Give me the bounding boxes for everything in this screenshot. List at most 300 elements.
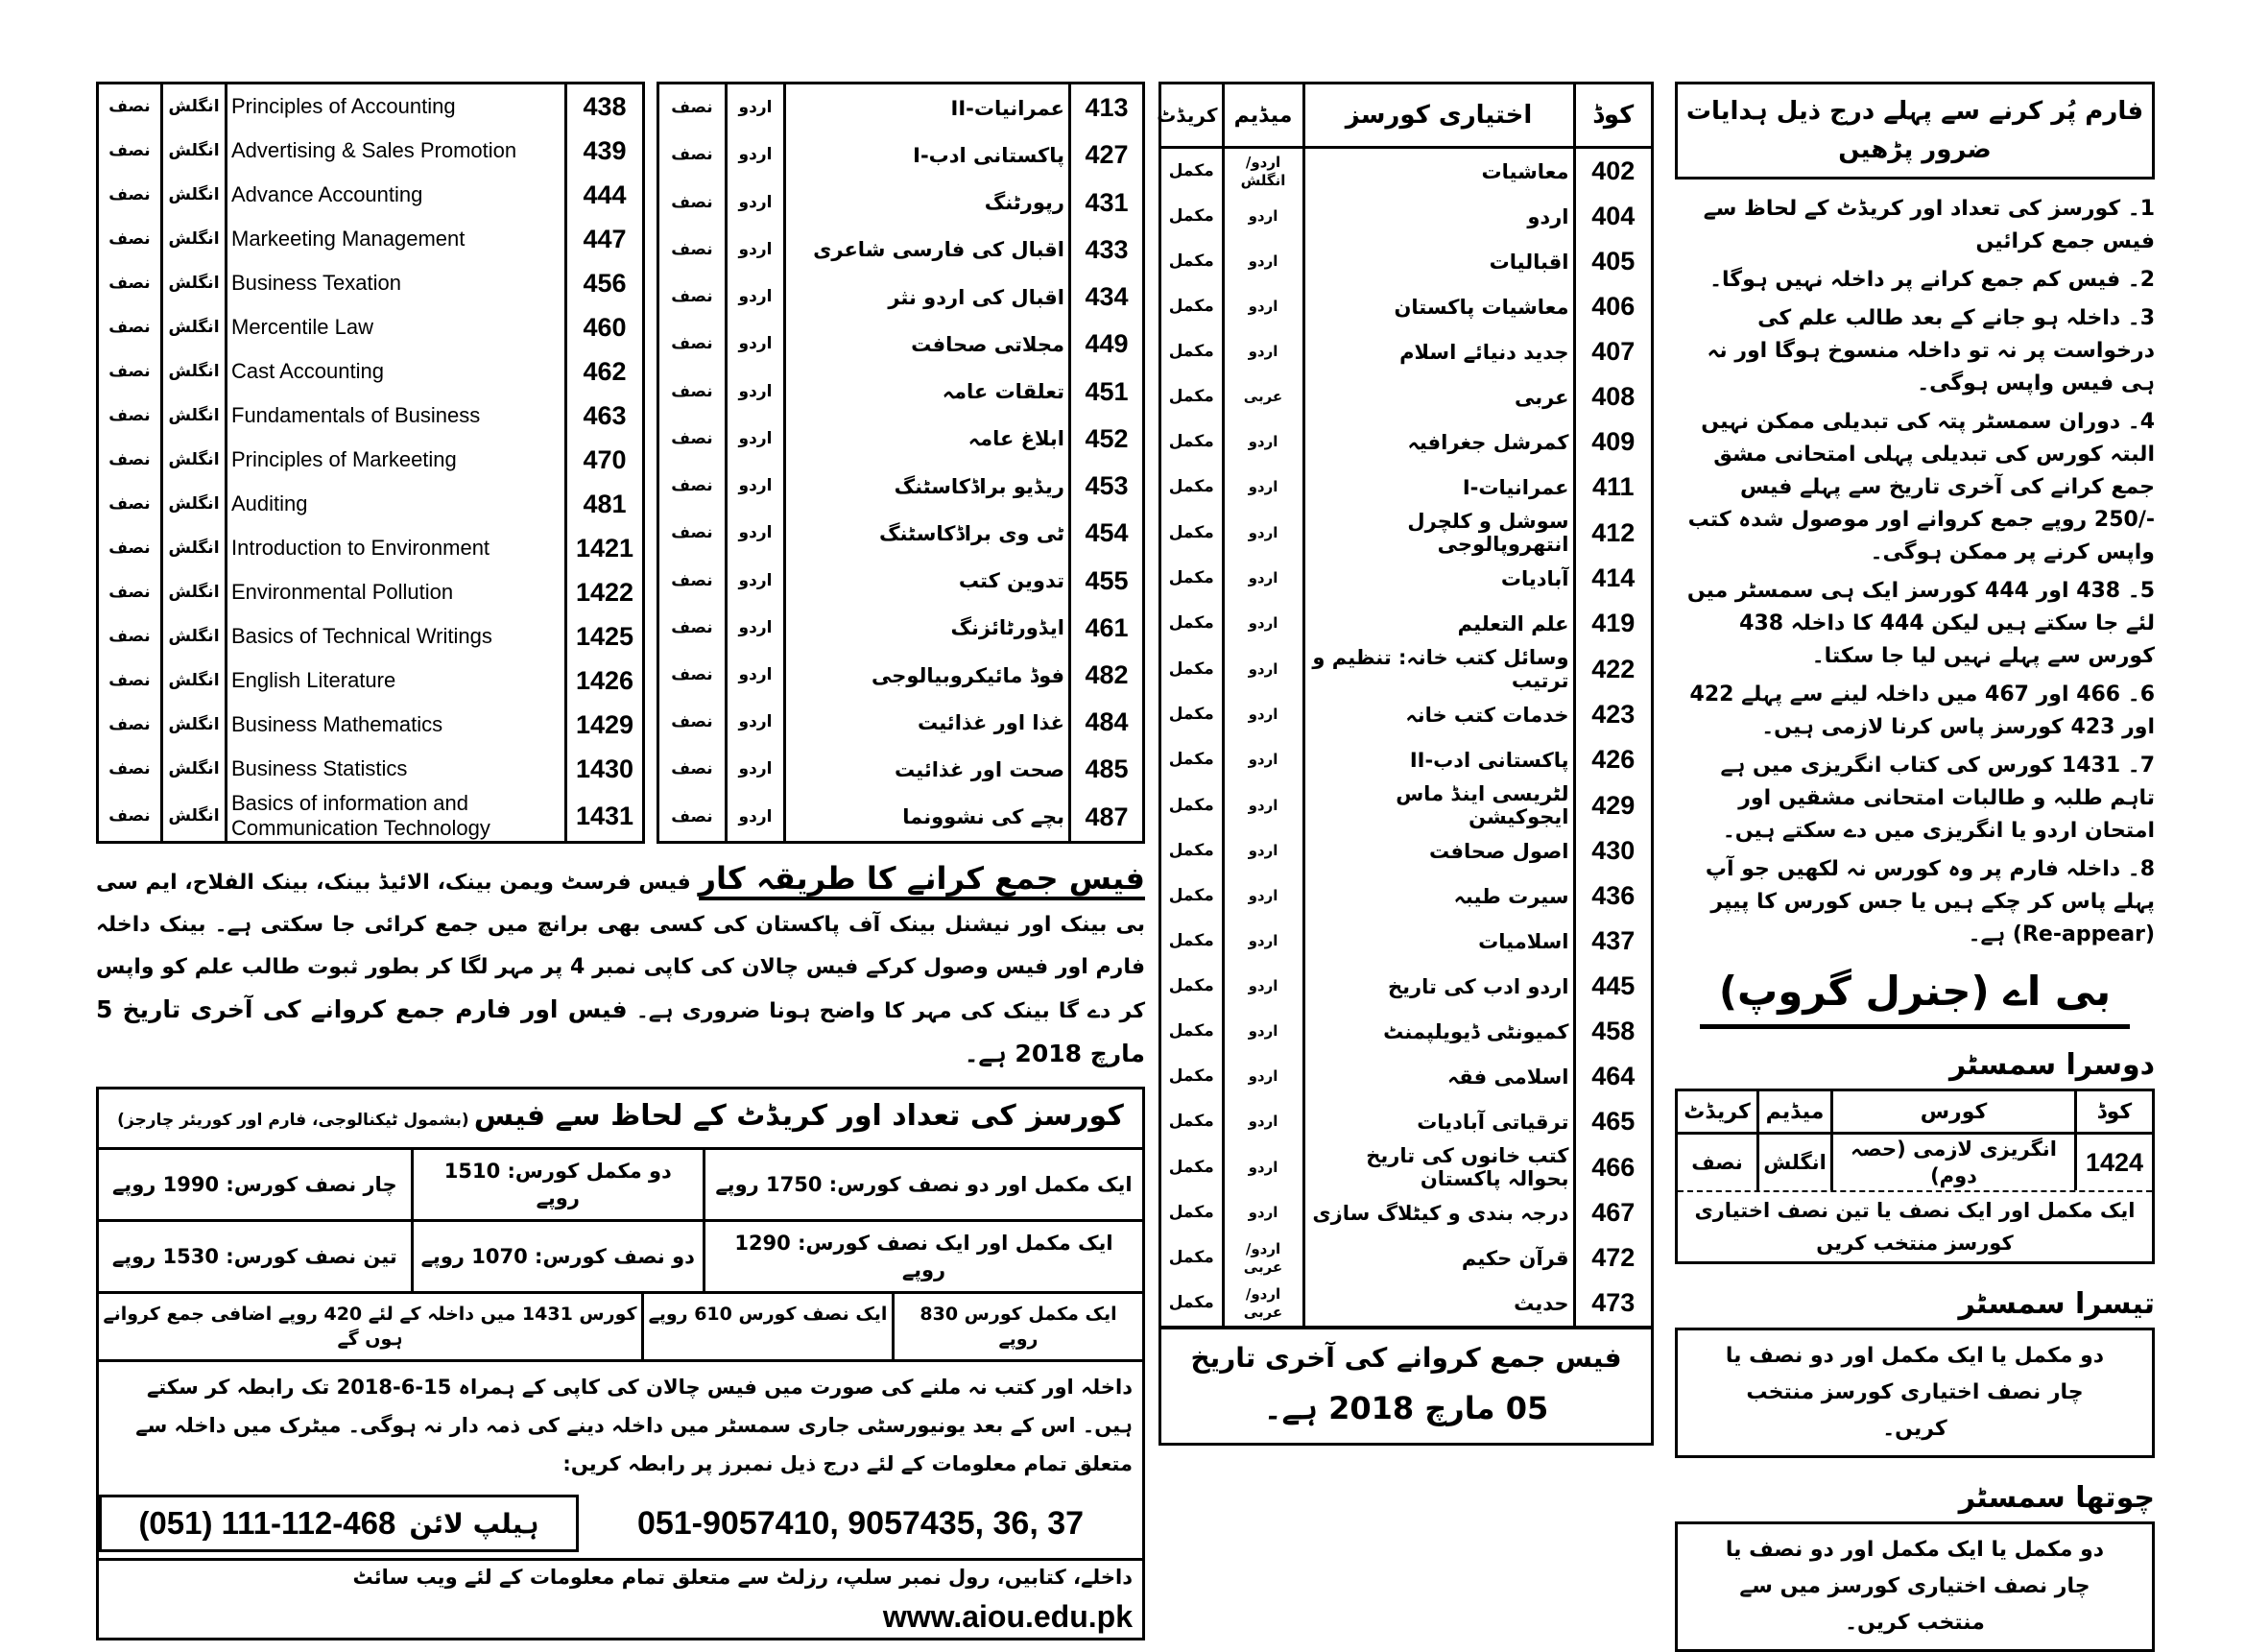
semester2-header-row (1678, 1091, 2152, 1134)
helpline-box (99, 1495, 579, 1552)
course-code: 456 (566, 261, 644, 305)
course-row (98, 129, 644, 173)
course-code: 444 (566, 173, 644, 217)
course-medium: اردو (1223, 465, 1303, 510)
header-credit: کریڈٹ (1161, 84, 1223, 148)
course-credit: نصف (658, 132, 727, 179)
course-row (98, 349, 644, 394)
course-medium: اردو (727, 557, 785, 604)
course-row (98, 658, 644, 703)
course-title: Principles of Markeeting (227, 438, 566, 482)
course-title: سیرت طیبہ (1303, 874, 1574, 919)
course-code: 482 (1070, 652, 1144, 699)
course-row (1161, 419, 1651, 465)
course-row (658, 321, 1144, 368)
course-title: غذا اور غذائیت (785, 699, 1070, 746)
course-row (1161, 1144, 1651, 1190)
course-row (98, 614, 644, 658)
instruction-item: 6۔ 466 اور 467 میں داخلہ لینے سے پہلے 422 اور 423 کورسز پاس کرنا لازمی ہیں۔ (1689, 682, 2155, 739)
course-title: درجہ بندی و کیٹلاگ سازی (1303, 1190, 1574, 1235)
website-text: داخلے، کتابیں، رول نمبر سلپ، رزلٹ سے متعلق تمام معلومات کے لئے ویب سائٹ (352, 1566, 1133, 1589)
course-credit: مکمل (1161, 419, 1223, 465)
semester2-note: ایک مکمل اور ایک نصف یا تین نصف اختیاری کورسز منتخب کریں (1678, 1190, 2152, 1261)
course-code: 414 (1574, 556, 1651, 601)
course-title: اقبالیات (1303, 239, 1574, 284)
fee-row-3 (99, 1294, 1142, 1362)
course-title: ترقیاتی آبادیات (1303, 1099, 1574, 1144)
course-credit: مکمل (1161, 692, 1223, 737)
course-code: 473 (1574, 1281, 1651, 1326)
fee-cell: دو مکمل کورس: 1510 روپے (412, 1150, 704, 1221)
course-medium: اردو (727, 794, 785, 843)
course-row (1161, 1009, 1651, 1054)
fee-deadline: فیس اور فارم جمع کروانے کی آخری تاریخ 5 مارچ 2018 ہے۔ (96, 995, 1145, 1067)
course-credit: نصف (658, 557, 727, 604)
phone-row (99, 1489, 1142, 1558)
course-credit: مکمل (1161, 1190, 1223, 1235)
course-title: اقبال کی فارسی شاعری (785, 227, 1070, 274)
course-row (1161, 1054, 1651, 1099)
course-code: 485 (1070, 746, 1144, 793)
course-row (98, 84, 644, 130)
course-credit: نصف (658, 321, 727, 368)
elective-courses-section (1158, 82, 1654, 1446)
course-credit: نصف (658, 605, 727, 652)
course-code: 451 (1070, 369, 1144, 416)
course-title: Business Statistics (227, 747, 566, 791)
course-code: 413 (1070, 84, 1144, 132)
course-row (658, 699, 1144, 746)
course-medium: انگلش (162, 261, 227, 305)
deadline-line-2: 05 مارچ 2018 ہے۔ (1263, 1390, 1549, 1426)
course-credit: نصف (98, 614, 162, 658)
course-credit: مکمل (1161, 828, 1223, 874)
header-credit: کریڈٹ (1678, 1091, 1758, 1134)
course-row (658, 557, 1144, 604)
course-medium: اردو (1223, 1009, 1303, 1054)
course-code: 405 (1574, 239, 1651, 284)
course-code: 487 (1070, 794, 1144, 843)
course-medium: انگلش (162, 482, 227, 526)
fee-cell: ایک مکمل اور ایک نصف کورس: 1290 روپے (704, 1221, 1142, 1293)
course-code: 1429 (566, 703, 644, 747)
course-title: عمرانیات-I (1303, 465, 1574, 510)
course-row (98, 570, 644, 614)
course-credit: نصف (98, 526, 162, 570)
website-link[interactable]: www.aiou.edu.pk (882, 1599, 1133, 1634)
header-course: اختیاری کورسز (1303, 84, 1574, 148)
course-row (98, 791, 644, 843)
course-medium: اردو (1223, 964, 1303, 1009)
course-title: Business Texation (227, 261, 566, 305)
course-medium: انگلش (162, 703, 227, 747)
course-row (98, 261, 644, 305)
course-medium: عربی (1223, 374, 1303, 419)
course-code: 429 (1574, 782, 1651, 828)
course-code: 453 (1070, 463, 1144, 510)
course-credit: مکمل (1161, 374, 1223, 419)
course-credit: نصف (98, 349, 162, 394)
instruction-item: 7۔ 1431 کورس کی کتاب انگریزی میں ہے تاہم طلبہ و طالبات امتحانی مشقیں اور امتحان اردو یا انگریزی میں دے سکتے ہیں۔ (1720, 754, 2155, 843)
fee-table (96, 1087, 1145, 1640)
course-medium: اردو (1223, 1144, 1303, 1190)
fee-cell: دو نصف کورس: 1070 روپے (412, 1221, 704, 1293)
course-credit: نصف (98, 261, 162, 305)
course-row (1161, 737, 1651, 782)
course-row (658, 369, 1144, 416)
course-credit: نصف (658, 746, 727, 793)
phone-numbers: 051-9057410, 9057435, 36, 37 (636, 1505, 1085, 1542)
course-title: خدمات کتب خانہ (1303, 692, 1574, 737)
course-row (658, 794, 1144, 843)
course-medium: اردو (1223, 284, 1303, 329)
course-title: Advertising & Sales Promotion (227, 129, 566, 173)
course-title: کمیونٹی ڈیویلپمنٹ (1303, 1009, 1574, 1054)
course-row (1161, 465, 1651, 510)
course-credit: مکمل (1161, 510, 1223, 556)
course-title: عربی (1303, 374, 1574, 419)
fee-procedure-heading: فیس جمع کرانے کا طریقہ کار (699, 860, 1145, 900)
course-row (98, 482, 644, 526)
course-medium: اردو (1223, 329, 1303, 374)
course-credit: نصف (98, 482, 162, 526)
course-credit: نصف (658, 180, 727, 227)
course-title: اسلامیات (1303, 919, 1574, 964)
course-row (1161, 601, 1651, 646)
course-title: ریڈیو براڈکاسٹنگ (785, 463, 1070, 510)
course-title: Markeeting Management (227, 217, 566, 261)
fee-procedure (96, 857, 1145, 1077)
course-medium: اردو (1223, 737, 1303, 782)
course-title: Environmental Pollution (227, 570, 566, 614)
course-credit: نصف (98, 791, 162, 843)
course-title: معاشیات (1303, 148, 1574, 195)
instruction-item: 2۔ فیس کم جمع کرانے پر داخلہ نہیں ہوگا۔ (1709, 268, 2155, 292)
course-row (1161, 646, 1651, 692)
course-credit: نصف (658, 274, 727, 321)
semester4-note: دو مکمل یا ایک مکمل اور دو نصف یا چار نصف اختیاری کورسز میں سے منتخب کریں۔ (1675, 1521, 2155, 1652)
course-code: 1421 (566, 526, 644, 570)
website-row (99, 1558, 1142, 1638)
course-row (98, 394, 644, 438)
left-column (96, 82, 1145, 1640)
course-medium: اردو (1223, 194, 1303, 239)
semester2-grid (1678, 1091, 2152, 1190)
course-row (1161, 782, 1651, 828)
course-code: 407 (1574, 329, 1651, 374)
course-title: Advance Accounting (227, 173, 566, 217)
course-medium: اردو (727, 746, 785, 793)
course-title: Mercentile Law (227, 305, 566, 349)
urdu-half-courses-table (657, 82, 1145, 844)
course-title: مجلاتی صحافت (785, 321, 1070, 368)
course-credit: مکمل (1161, 1099, 1223, 1144)
course-row (1161, 510, 1651, 556)
course-title: رپورٹنگ (785, 180, 1070, 227)
fee-cell: کورس 1431 میں داخلہ کے لئے 420 روپے اضافی جمع کروانے ہوں گے (103, 1304, 637, 1350)
course-credit: نصف (98, 394, 162, 438)
course-code: 437 (1574, 919, 1651, 964)
course-title: Cast Accounting (227, 349, 566, 394)
course-medium: انگلش (162, 129, 227, 173)
course-credit: نصف (98, 658, 162, 703)
course-medium: اردو (727, 463, 785, 510)
course-row (1161, 1099, 1651, 1144)
course-medium: اردو (1223, 556, 1303, 601)
course-row (98, 305, 644, 349)
right-column (1675, 82, 2155, 1652)
course-medium: اردو (1223, 646, 1303, 692)
course-medium: انگلش (162, 349, 227, 394)
course-credit: نصف (98, 747, 162, 791)
course-code: 464 (1574, 1054, 1651, 1099)
course-row (658, 746, 1144, 793)
course-code: 436 (1574, 874, 1651, 919)
course-title: کمرشل جغرافیہ (1303, 419, 1574, 465)
course-medium: اردو (1223, 782, 1303, 828)
course-medium: انگلش (162, 394, 227, 438)
course-credit: مکمل (1161, 148, 1223, 195)
course-code: 404 (1574, 194, 1651, 239)
course-credit: نصف (98, 173, 162, 217)
helpline-number: (051) 111-112-468 (138, 1505, 396, 1541)
course-row (658, 463, 1144, 510)
course-credit: نصف (98, 703, 162, 747)
header-course: کورس (1832, 1091, 2076, 1134)
course-credit: مکمل (1161, 1144, 1223, 1190)
course-row (658, 416, 1144, 463)
instruction-item: 4۔ دوران سمسٹر پتہ کی تبدیلی ممکن نہیں البتہ کورس کی تبدیلی پہلی امتحانی مشق جمع کرانے کی آخری تاریخ سے پہلے فیس -/250 روپے جمع کروانے اور موصول شدہ کتب واپس کرنے پر ممکن ہوگی۔ (1687, 410, 2155, 564)
course-medium: اردو (727, 84, 785, 132)
instruction-item: 5۔ 438 اور 444 کورسز ایک ہی سمسٹر میں لئے جا سکتے ہیں لیکن 444 کا داخلہ 438 کورس سے پہلے نہیں لیا جا سکتا۔ (1686, 579, 2155, 668)
course-medium: اردو (727, 605, 785, 652)
course-medium: انگلش (1758, 1134, 1832, 1191)
semester4-heading: چوتھا سمسٹر (1958, 1481, 2155, 1515)
course-medium: اردو/عربی (1223, 1281, 1303, 1326)
course-credit: مکمل (1161, 1281, 1223, 1326)
course-code: 406 (1574, 284, 1651, 329)
course-credit: نصف (98, 305, 162, 349)
course-code: 408 (1574, 374, 1651, 419)
course-credit: نصف (1691, 1151, 1743, 1174)
course-row (1161, 964, 1651, 1009)
course-medium: انگلش (162, 173, 227, 217)
course-code: 467 (1574, 1190, 1651, 1235)
course-credit: مکمل (1161, 465, 1223, 510)
fee-grid (99, 1150, 1142, 1294)
course-medium: اردو (727, 274, 785, 321)
course-credit: نصف (98, 217, 162, 261)
course-title: اصول صحافت (1303, 828, 1574, 874)
course-title: انگریزی لازمی (حصہ دوم) (1832, 1134, 2076, 1191)
program-title-wrap (1675, 965, 2155, 1029)
header-code: کوڈ (2076, 1091, 2153, 1134)
course-credit: مکمل (1161, 556, 1223, 601)
course-title: Business Mathematics (227, 703, 566, 747)
course-medium: اردو (727, 652, 785, 699)
course-title: جدید دنیائے اسلام (1303, 329, 1574, 374)
course-code: 458 (1574, 1009, 1651, 1054)
course-row (658, 180, 1144, 227)
course-row (1161, 919, 1651, 964)
course-code: 419 (1574, 601, 1651, 646)
course-medium: انگلش (162, 438, 227, 482)
course-code: 481 (566, 482, 644, 526)
course-title: ایڈورٹائزنگ (785, 605, 1070, 652)
course-credit: مکمل (1161, 737, 1223, 782)
course-title: وسائل کتب خانہ: تنظیم و ترتیب (1303, 646, 1574, 692)
course-title: ابلاغ عامہ (785, 416, 1070, 463)
course-credit: نصف (98, 84, 162, 130)
course-credit: مکمل (1161, 601, 1223, 646)
english-courses-table (96, 82, 645, 844)
course-code: 466 (1574, 1144, 1651, 1190)
course-code: 422 (1574, 646, 1651, 692)
course-row (658, 652, 1144, 699)
course-title: Fundamentals of Business (227, 394, 566, 438)
fee-table-title-row (99, 1089, 1142, 1150)
course-row (98, 173, 644, 217)
fee-cell: ایک مکمل اور دو نصف کورس: 1750 روپے (704, 1150, 1142, 1221)
course-row (658, 132, 1144, 179)
course-title: اردو ادب کی تاریخ (1303, 964, 1574, 1009)
course-code: 1426 (566, 658, 644, 703)
course-code: 1424 (2076, 1134, 2153, 1191)
helpline-label: ہیلپ لائن (409, 1507, 539, 1540)
course-row (658, 510, 1144, 557)
course-medium: اردو (727, 180, 785, 227)
semester2-row (1678, 1134, 2152, 1191)
elective-table (1157, 84, 1651, 1326)
course-code: 470 (566, 438, 644, 482)
course-credit: نصف (98, 438, 162, 482)
course-row (658, 227, 1144, 274)
course-row (1161, 194, 1651, 239)
course-credit: مکمل (1161, 194, 1223, 239)
course-title: عمرانیات-II (785, 84, 1070, 132)
course-medium: اردو (727, 132, 785, 179)
course-code: 439 (566, 129, 644, 173)
course-code: 402 (1574, 148, 1651, 195)
course-code: 465 (1574, 1099, 1651, 1144)
course-credit: نصف (98, 129, 162, 173)
course-title: تدوین کتب (785, 557, 1070, 604)
elective-header-row (1161, 84, 1651, 148)
course-credit: مکمل (1161, 329, 1223, 374)
course-title: اقبال کی اردو نثر (785, 274, 1070, 321)
course-credit: مکمل (1161, 782, 1223, 828)
course-code: 412 (1574, 510, 1651, 556)
course-credit: مکمل (1161, 646, 1223, 692)
fee-cell: چار نصف کورس: 1990 روپے (99, 1150, 412, 1221)
course-credit: نصف (658, 84, 727, 132)
course-medium: انگلش (162, 305, 227, 349)
course-code: 445 (1574, 964, 1651, 1009)
course-medium: انگلش (162, 217, 227, 261)
fee-cell: ایک نصف کورس 610 روپے (641, 1294, 892, 1359)
course-title: پاکستانی ادب-II (1303, 737, 1574, 782)
course-row (658, 605, 1144, 652)
course-row (1161, 1281, 1651, 1326)
course-title: سوشل و کلچرل انتھروپالوجی (1303, 510, 1574, 556)
fee-row (99, 1221, 1142, 1293)
fee-cell: تین نصف کورس: 1530 روپے (99, 1221, 412, 1293)
course-code: 484 (1070, 699, 1144, 746)
course-medium: اردو (727, 510, 785, 557)
course-credit: نصف (98, 570, 162, 614)
instruction-item: 1۔ کورسز کی تعداد اور کریڈٹ کے لحاظ سے فیس جمع کرائیں (1703, 197, 2155, 253)
course-code: 426 (1574, 737, 1651, 782)
fee-deadline-box (1161, 1326, 1651, 1443)
course-medium: اردو (727, 321, 785, 368)
course-title: معاشیات پاکستان (1303, 284, 1574, 329)
instructions-list (1675, 193, 2155, 957)
course-title: Auditing (227, 482, 566, 526)
course-medium: اردو (727, 416, 785, 463)
course-title: Introduction to Environment (227, 526, 566, 570)
course-code: 438 (566, 84, 644, 130)
course-medium: اردو (1223, 239, 1303, 284)
course-title: فوڈ مائیکروبیالوجی (785, 652, 1070, 699)
course-medium: اردو (1223, 874, 1303, 919)
course-medium: انگلش (162, 747, 227, 791)
program-title: بی اے (جنرل گروپ) (1700, 965, 2130, 1029)
course-title: Basics of information and Communication Technology (227, 791, 566, 843)
course-credit: مکمل (1161, 239, 1223, 284)
course-code: 462 (566, 349, 644, 394)
course-credit: مکمل (1161, 919, 1223, 964)
course-medium: اردو (1223, 510, 1303, 556)
course-credit: نصف (658, 463, 727, 510)
course-title: پاکستانی ادب-I (785, 132, 1070, 179)
course-credit: مکمل (1161, 874, 1223, 919)
course-credit: نصف (658, 699, 727, 746)
course-medium: اردو (727, 369, 785, 416)
course-title: Principles of Accounting (227, 84, 566, 130)
course-title: صحت اور غذائیت (785, 746, 1070, 793)
course-row (1161, 556, 1651, 601)
course-credit: نصف (658, 227, 727, 274)
course-code: 452 (1070, 416, 1144, 463)
course-row (1161, 874, 1651, 919)
course-title: بچے کی نشوونما (785, 794, 1070, 843)
course-code: 461 (1070, 605, 1144, 652)
course-credit: نصف (658, 652, 727, 699)
course-credit: نصف (658, 794, 727, 843)
course-row (1161, 284, 1651, 329)
course-title: تعلقات عامہ (785, 369, 1070, 416)
course-credit: مکمل (1161, 1054, 1223, 1099)
course-code: 447 (566, 217, 644, 261)
course-title: علم التعلیم (1303, 601, 1574, 646)
course-medium: اردو (1223, 919, 1303, 964)
fee-table-title: کورسز کی تعداد اور کریڈٹ کے لحاظ سے فیس (473, 1099, 1124, 1133)
course-credit: مکمل (1161, 964, 1223, 1009)
course-row (1161, 828, 1651, 874)
course-medium: اردو (1223, 601, 1303, 646)
semester2-table (1675, 1089, 2155, 1264)
fee-row (99, 1150, 1142, 1221)
course-code: 431 (1070, 180, 1144, 227)
course-code: 460 (566, 305, 644, 349)
semester3-note: دو مکمل یا ایک مکمل اور دو نصف یا چار نصف اختیاری کورسز منتخب کریں۔ (1675, 1328, 2155, 1458)
course-code: 434 (1070, 274, 1144, 321)
course-row (1161, 148, 1651, 195)
course-credit: مکمل (1161, 1235, 1223, 1281)
course-medium: اردو/عربی (1223, 1235, 1303, 1281)
header-medium: میڈیم (1223, 84, 1303, 148)
course-credit: مکمل (1161, 284, 1223, 329)
